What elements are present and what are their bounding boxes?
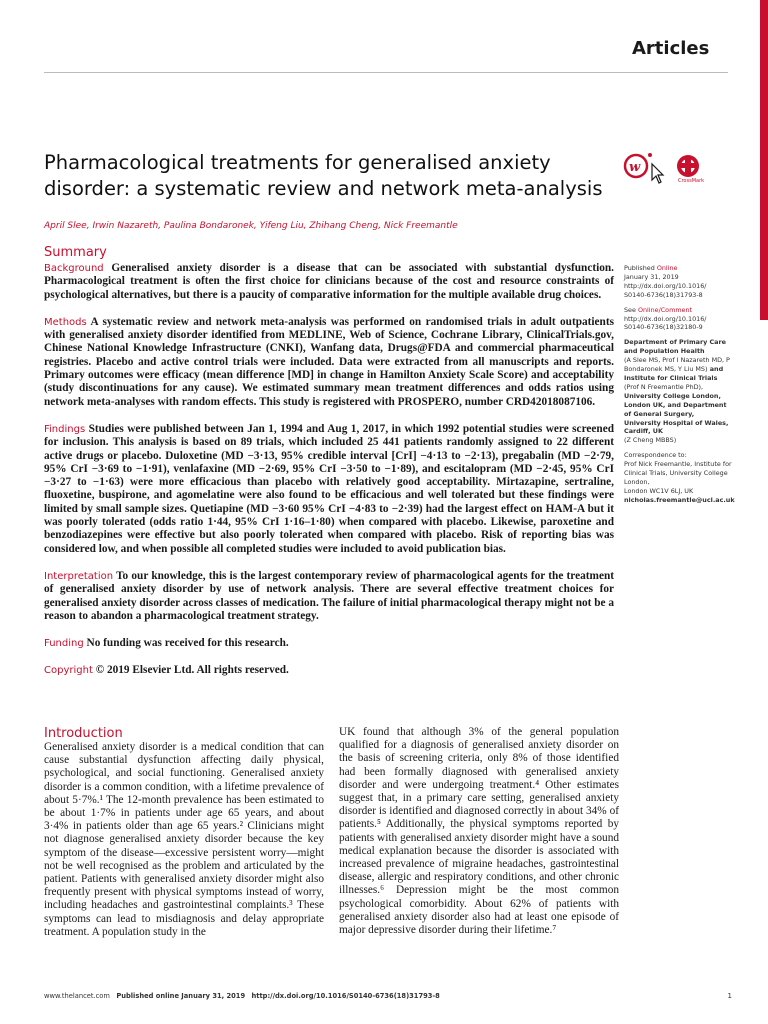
svg-text:w: w — [629, 160, 641, 175]
cursor-icon — [652, 164, 663, 183]
see-line: See Online/Comment — [624, 305, 693, 314]
intro-column-left — [44, 741, 324, 939]
interpretation-text: To our knowledge, this is the largest contemporary review of pharmacological agents for the treatment of generalised anxiety disorder by use of network analysis. There are several effective treatment choices for generalised anxiety disorder across classes of medication. The failure of initial pharmacological therapy might not be a reason to abandon a pharmacological treatment strategy. — [44, 569, 614, 622]
correspondence-label: Correspondence to: — [624, 451, 687, 460]
abstract-findings — [44, 423, 614, 556]
article-title: Pharmacological treatments for generalised anxiety disorder: a systematic review and network meta-analysis — [44, 151, 603, 200]
abstract-funding — [44, 637, 614, 650]
abstract-methods — [44, 316, 614, 409]
page-number: 1 — [727, 992, 732, 1000]
affiliation-2-names: (Prof N Freemantle PhD), — [624, 382, 704, 391]
findings-label: Findings — [44, 423, 86, 435]
published-line: Published Online — [624, 264, 678, 272]
background-label: Background — [44, 263, 104, 274]
crossmark-label: CrossMark — [678, 178, 705, 184]
section-label: Articles — [632, 38, 710, 59]
footer-published: Published online January 31, 2019 — [116, 992, 246, 1000]
abstract-background — [44, 262, 614, 302]
intro-left-text: Generalised anxiety disorder is a medical condition that can cause substantial dysfunction affecting daily physical, psychological, and social functioning. Generalised anxiety disorder is a common condition, with a lifetime prevalence of about 5·7%.¹ The 12-month prevalence has been estimated to be about 1·7% in patients under age 65 years, and about 3·4% in patients older than age 65 years.² Clinicians might not diagnose generalised anxiety disorder because the key symptom of the disease—excessive persistent worry—might not be well recognised as the problem and articulated by the patient. Patients with generalised anxiety disorder might also frequently present with physical symptoms instead of worry, including headaches and gastrointestinal complaints.³ These symptoms can lead to misdiagnosis and delay appropriate treatment. A population study in the — [44, 741, 324, 938]
published-date: January 31, 2019 — [624, 272, 679, 281]
funding-label: Funding — [44, 638, 84, 650]
affiliation-3-names: (Z Cheng MBBS) — [624, 436, 677, 445]
correspondence-email[interactable]: nicholas.freemantle@ucl.ac.uk — [624, 495, 735, 504]
comment-link[interactable]: Online/Comment — [637, 305, 693, 314]
article-sidebar — [624, 264, 735, 505]
doi-link-2[interactable]: http://dx.doi.org/10.1016/ — [624, 314, 707, 323]
intro-column-right — [339, 726, 619, 937]
header-divider — [44, 72, 728, 73]
footer-doi[interactable]: http://dx.doi.org/10.1016/S0140-6736(18)31793-8 — [251, 992, 440, 1000]
doi-link-2b[interactable]: S0140-6736(18)32180-9 — [624, 323, 703, 332]
journal-logos — [622, 150, 712, 190]
affiliation-3: University College London, London UK, and Department of General Surgery, University Hospital of Wales, Cardiff, UK — [624, 391, 729, 436]
funding-text: No funding was received for this research. — [86, 637, 289, 650]
oa-logo-icon[interactable] — [622, 150, 712, 190]
copyright-label: Copyright — [44, 665, 93, 677]
findings-text: Studies were published between Jan 1, 1994 and Aug 1, 2017, in which 1992 potential studies were screened for inclusion. This analysis is based on 89 trials, which included 25 441 patients randomly assigned to 22 different active drugs or placebo. Duloxetine (MD −3·13, 95% credible interval [CrI] −4·13 to −2·13), pregabalin (MD −2·79, 95% CrI −3·69 to −1·91), venlafaxine (MD −2·69, 95% CrI −3·50 to −1·89), and escitalopram (MD −2·45, 95% CrI −3·27 to −1·63) were more efficacious than placebo with relatively good acceptability. Mirtazapine, sertraline, fluoxetine, buspirone, and agomelatine were also found to be efficacious and well tolerated but these findings were limited by small sample sizes. Quetiapine (MD −3·60 95% CrI −4·83 to −2·39) had the largest effect on HAM-A but it was poorly tolerated (odds ratio 1·44, 95% CrI 1·16–1·80) when compared with placebo. Likewise, paroxetine and benzodiazepines were effective but also poorly tolerated when compared with placebo. Risk of reporting bias was considered low, and when possible all completed studies were included to avoid publication bias. — [44, 422, 614, 555]
doi-link-1b[interactable]: S0140-6736(18)31793-8 — [624, 290, 703, 299]
abstract-copyright — [44, 664, 614, 677]
online-link[interactable]: Online — [656, 264, 678, 272]
correspondence-name: Prof Nick Freemantle, Institute for Clinical Trials, University College London, — [624, 460, 732, 486]
doi-link-1[interactable]: http://dx.doi.org/10.1016/ — [624, 281, 707, 290]
intro-right-text: UK found that although 3% of the general population qualified for a diagnosis of generalised anxiety disorder on the basis of screening criteria, only 8% of those identified had been formally diagnosed with generalised anxiety disorder and were undergoing treatment.⁴ Other estimates suggest that, in a primary care setting, generalised anxiety disorder is identified and diagnosed correctly in about 34% of patients.⁵ Additionally, the physical symptoms reported by patients with generalised anxiety disorder might have a sound medical explanation because the disorder is associated with increased prevalence of migraine headaches, gastrointestinal disease, allergic and respiratory conditions, and other chronic illnesses.⁶ Depression might be the most common psychological comorbidity. About 62% of patients with generalised anxiety disorder also had at least one episode of major depressive disorder during their lifetime.⁷ — [339, 726, 619, 937]
affiliation-1: Department of Primary Care and Population Health — [624, 338, 726, 356]
author-list: April Slee, Irwin Nazareth, Paulina Bondaronek, Yifeng Liu, Zhihang Cheng, Nick Freemantle — [44, 221, 458, 231]
footer-site[interactable]: www.thelancet.com — [44, 992, 110, 1000]
introduction-heading: Introduction — [44, 726, 123, 741]
summary-heading: Summary — [44, 245, 107, 260]
methods-label: Methods — [44, 316, 87, 328]
abstract — [44, 262, 614, 678]
page-footer — [44, 992, 728, 1000]
accent-bar — [760, 0, 768, 320]
affiliation-1-names: (A Slee MS, Prof I Nazareth MD, P Bondaronek MS, Y Liu MS) and Institute for Clinical Trials — [624, 356, 730, 382]
copyright-text: © 2019 Elsevier Ltd. All rights reserved. — [95, 664, 289, 677]
abstract-interpretation — [44, 570, 614, 623]
methods-text: A systematic review and network meta-analysis was performed on randomised trials in adult outpatients with generalised anxiety disorder identified from MEDLINE, Web of Science, Cochrane Library, ClinicalTrials.gov, Chinese National Knowledge Infrastructure (CNKI), Wanfang data, Drugs@FDA and commercial pharmaceutical registries. Placebo and active control trials were included. Data were extracted from all manuscripts and reports. Primary outcomes were efficacy (mean difference [MD] in change in Hamilton Anxiety Scale Score) and acceptability (study discontinuations for any cause). We estimated summary mean treatment differences and odds ratios using network meta-analyses with random effects. This study is registered with PROSPERO, number CRD42018087106. — [44, 315, 614, 408]
background-text: Generalised anxiety disorder is a disease that can be associated with substantial dysfunction. Pharmacological treatment is often the first choice for clinicians because of the cost and resource constraints of psychological alternatives, but there is a paucity of comparative information for the multiple available drug choices. — [44, 262, 614, 301]
correspondence-address: London WC1V 6LJ, UK — [624, 486, 694, 495]
interpretation-label: Interpretation — [44, 570, 114, 582]
